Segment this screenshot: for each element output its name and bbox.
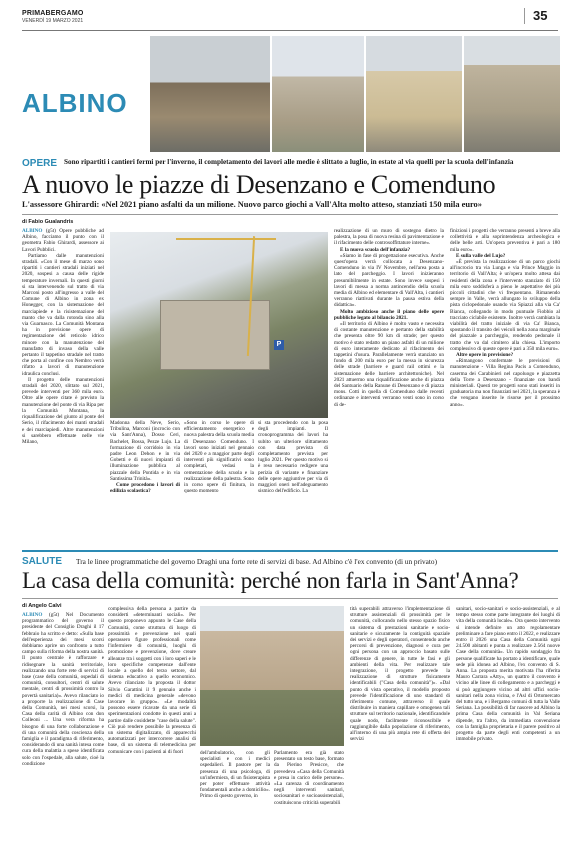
- photo-building: [160, 300, 270, 370]
- parking-sign: P: [274, 340, 284, 350]
- page-number: 35: [524, 8, 564, 24]
- article1-question: E la nuova scuola dell'infanzia?: [340, 246, 411, 253]
- article1-byline: di Fabio Gualandris: [22, 219, 74, 225]
- dateline-location: ALBINO: [22, 228, 43, 234]
- article2-paragraph: dell'ambulatorio, con gli specialisti e con i medici ospedalieri. Il pastore per la presenza di una psicologa, di un'infermiera, di un fisioterapista per poter effettuare attività fondamentali anche a domicilio». Primo di questo governo, in: [200, 750, 270, 800]
- photo-bell-tower: [464, 36, 560, 152]
- article2-byline: di Angelo Calvi: [22, 603, 62, 609]
- article1-question: Come procedono i lavori di edilizia scolastica?: [110, 482, 180, 495]
- article1-column-5: [334, 228, 444, 546]
- dateline-location: ALBINO: [22, 612, 43, 618]
- article1-column-2: [110, 420, 180, 546]
- article1-kicker: OPERE: [22, 158, 58, 169]
- article1-paragraph: Il progetto delle manutenzioni stradali del 2020, slittato sul 2021, prevede interventi per 360 mila euro. Oltre alle opere citate è previsto la manutenzione del ponte di via Ripa per la Comunità Montana, la riqualificazione del giunto al ponte del Serio, il rifacimento dei manti stradali e dei marciapiedi. Altre manutenzioni si sarebbero effettuate nelle vie Milano,: [22, 376, 104, 445]
- article1-paragraph: Partiamo dalle manutenzioni stradali. «Con il mese di marzo sono ripartiti i cantieri stradali iniziati nel 2020, sospesi a causa delle rigide temperature invernali. In questi giorni si sta intervenendo sul tratto di via Marconi posto all'ingresso a valle del Comune di Albino in zona ex Honegger, con la sistemazione del marciapiede e la risistemazione del manto che va dalla rotonda sino alla via Guarnasco. La Comunità Montana ha in previsione opere di regimentazione del reticolo idrico minore con la manutenzione del manufatto di invaso della valle pertanto il tappetino stradale nel tratto che porta al confine con Nembro verrà rifatto a lavori di manutenzione idraulica conclusi.: [22, 252, 104, 377]
- article1-question: E sulla valle del Lujo?: [456, 252, 506, 259]
- article1-paragraph: Madonna della Neve, Serio, Tribulina, Marconi (incrocio con via Sant'Anna), Dosso Ceri, Bachelet, Bossa, Pezze Lujo. La formazione di corridoio in via padre Leon Dehon e in via Gobetti e di nuovi impianti di illuminazione pubblica al piazzale della Pontida e in via Santissima Trinità».: [110, 420, 180, 482]
- article2-paragraph: complessiva della persona a partire da considerti «determinanti sociali». Per questo proponevo appunto le Case della Comunità, come struttura di luogo di prossimità e prevenzione nei quali operassero figure professionali come l'infermiere di comunità, luoghi di promozione e prevenzione, dove creare alleanze tra i soggetti con i loro saperi e le loro specifiche competenze dall'ente locale a quello del terzo settore, dal sistema educativo a quello economico. Avevo rilanciato la proposta il dottor Silvio Garattini il 9 gennaio anche i medici di medicina generale «devono lavorare in gruppo». «Le modalità possono essere ricavate da una serie di sperimentazioni condotte in questi anni a partire dalle cosiddette "case della salute". Ciò può rendere possibile la presenza di un sistema digitalizzato, di apparecchi automatizzati per intercorrere analisi di base, di un sistema di telemedicina per comunicare con i pazienti ai di fuori: [108, 606, 196, 755]
- article1-subhead: L'assessore Ghirardi: «Nel 2021 piano asfalti da un milione. Nuovo parco giochi a Vall'Alta molto atteso, stanziati 150 mila euro»: [22, 200, 482, 209]
- article1-paragraph: «È prevista la realizzazione di un parco giochi all'incrocio tra via Lunga e via Prince Maggio in territorio di Vall'Alta; è un'opera molto attesa dai residenti della zona e l'intervento stanziato di 150 mila euro soddisferà a pieno le aspettative dei più piccoli cittadini che vi frequentano. Rimanendo sempre in Valle, verrà allungato lo sviluppo della pista ciclopedonale usando via Spiazzi alla via Ca' Bianca, collegando in modo puntuale Fiobbio al tracciato ciclabile esistente. Inoltre verrà cambiata la viabilità del tratto iniziale di via Ca' Bianca, spostando il transito dei veicoli nella zona marginale del piazzale a parcheggio, rendendo pedonale il tratto che va dal cimitero alla chiesa. L'importo complessivo di queste opere è pari a 350 mila euro».: [450, 259, 560, 352]
- article2-column-4: [274, 750, 344, 836]
- article2-paragraph: sanitari, socio-sanitari e socio-assistenziali, e al tempo stesso come parte integrante dei luoghi di vita della comunità locale». Ora questo intervento si intende definire un atto regolamentare preliminare a fare piano entro il 2022, e realizzare entro il 2026 una Casa della Comunità ogni 24.500 abitanti e punta a realizzare 2.564 nuove Case della comunità». Un rapido sondaggio fra persone qualificate ha portato a identificare, quale sede più idonea ad Albino, l'ex convento di S. Anna. La proposta merita motivata l'ha riferita Mauro Carrara «Atty», un quattro il convento è vicino alle linee di collegamento e a parcheggi e si può aggiungere vicino ad altri uffici socio-sanitari nella zona vicina, e l'Asl di Ortomercato del tutto una, e i Bergamo comuni di tutta la Valle Seriana. La possibilità di far nascere ad Albino la prima Casa della comunità in Val Seriana dipende, tra l'altro, da immediata convenzione con la famiglia proprietaria e il parere positivo al progetto da parte degli enti competenti a un immobile privato.: [456, 606, 560, 743]
- article1-paragraph: realizzazione di un muro di sostegno dietro la palestra, la posa di nuova resina di pavimentazione e il rifacimento delle controsoffittature interne».: [334, 228, 444, 247]
- article1-paragraph: «Siamo in fase di progettazione esecutiva. Anche quest'opera verrà collocata a Desenzano-Comenduno in via IV Novembre, nell'area posta a lato del parcheggio. I lavori inizieranno presumibilmente in estate. Sono invece sospesi i lavori di messa a norma antincendio della scuola media di Albino ed elementare di Vall'Alta, i cantieri verranno riattivati durante la pausa estiva della didattica».: [334, 252, 444, 309]
- photo-crane-arm: [176, 238, 276, 240]
- article1-question: Molto ambizioso anche il piano delle opere pubbliche legato al bilancio 2021.: [334, 308, 444, 321]
- article1-headline: A nuovo le piazze di Desenzano e Comenduno: [22, 170, 496, 199]
- article2-column-5: [350, 606, 450, 836]
- article2-paragraph: Parlamento era già stato presentato un testo base, formato da Pierino Presicce, che prevedeva «Casa della Comunità e presa in carico delle persone». «La carenza di coordinamento negli interventi sanitari, sociosanitari e socioassistenziali, costituiscono criticità superabili: [274, 750, 344, 806]
- article2-paragraph: tità superabili attraverso l'implementazione di strutture assistenziali di prossimità per le comunità, collocando nello stesso spazio fisico un sistema di prestazioni sanitarie e socio-sanitarie e sicuramente la contiguità spaziale dei servizi e degli operatori, consentendo anche percorsi di prevenzione, diagnosi e cura per ogni persona con un approccio basato sulle differenze di genere, in tutte le fasi e gli ambienti della vita. Per realizzare tale integrazione, il progetto prevede la realizzazione di strutture fisicamente identificabili ("Casa della comunità")». «Dal punto di vista operativo, il modello proposto prevede l'identificazione di uno standard di riferimento comune, attraverso il quale distribuire in maniera capillare e omogenea tali strutture sul territorio nazionale, identificandole quale nodo, facilmente riconoscibile e raggiungibile dalla popolazione di riferimento, all'interno di una più ampia rete di offerta dei servizi: [350, 606, 450, 743]
- article2-paragraph: ALBINO (g5t) Nel Documento programmatico del governo il presidente del Consiglio Draghi il 17 febbraio ha scritto e detto: «Sulla base dell'esperienza dei mesi scorsi dobbiamo aprire un confronto a tutto campo sulla riforma della nostra sanità. Il punto centrale è rafforzare e ridisegnare la sanità territoriale, realizzando una forte rete di servizi di base (case della comunità, ospedali di comunità, consultori, centri di salute mentale, centri di prossimità contro la povertà sanitaria)». Avevo rilanciato io a proporre la realizzazione di Case della Comunità, nei mesi scorsi, la Casa della carità di Albino con don Colleoni ... Una vera riforma ha bisogno di una forte collaborazione e di una comunità della coscienza della famiglia e il paradigma di riferimento, considerando di una sanità intesa come cura della malattia a spese identificata solo con l'ospedale, alla salute, cioè la condizione: [22, 612, 104, 767]
- article1-column-1: [22, 228, 104, 546]
- article2-rule: [22, 598, 558, 599]
- article2-column-2: [108, 606, 196, 836]
- newspaper-name: PRIMABERGAMO: [22, 10, 84, 17]
- article1-paragraph: si sta procedendo con la posa degli impianti. Il cronoprogramma dei lavori ha subito un ulteriore slittamento con data prevista di completamento prevista per luglio 2021. Per questo motivo si è reso necessario redigere una perizia di variante e finanziare delle opere aggiuntive per via di maggiori oneri nell'adeguamento sismico dell'edificio. La: [258, 420, 328, 495]
- article2-kicker: SALUTE: [22, 556, 62, 567]
- section-divider: [22, 550, 558, 552]
- photo-piazza-1: [150, 36, 270, 152]
- article1-column-3: [184, 420, 254, 546]
- article1-paragraph: «Il territorio di Albino è molto vasto e necessita di costante manutenzione e pertanto della stabilità che presenta oltre 90 km di strade; per questo motivo è stato redatto un piano asfalti di un milione di euro interamente dedicato al rifacimento dei tappetini d'usura. Parallelamente verrà stanziato un fondo di 200 mila euro per la messa in sicurezza delle strade (barriere e guard rail ottimi e la sistemazione delle barriere architettoniche). Nel 2021 attuermo una riqualificazione anche di piazza del Santuario della Ranune di Desenzano e di piazza mons. Cotti in quella di Comenduno dalle recenti ordinanze e interventi verranno venti sono in corso di de-: [334, 321, 444, 408]
- article1-paragraph: «Rimangono confermate le previsioni di manutenzione - Villa Regina Pacis a Comenduno, caserma dei Carabinieri nel capoluogo e piazzetta della Torre a Desenzano - finanziate con bandi ministeriali. Questi tre progetti sono stati inseriti in graduatoria ma non finanziati nel 2021, la speranza è che vengano inserite le risorse per il prossimo anno».: [450, 358, 560, 408]
- article1-paragraph: finizioni i progetti che verranno presenti a breve alla collettività e alla soprintendenza archeologica e delle belle arti. Un'opera preventiva è pari a 180 mila euro».: [450, 228, 560, 253]
- article2-column-3: [200, 750, 270, 836]
- article1-column-4: [258, 420, 328, 546]
- article1-paragraph: «Sono in corso le opere di efficientamento energetico e nuova palestra della scuola media di Desenzano Comenduno. I lavori sono iniziati nel gennaio del 2020 e a maggior parte degli interventi più significativi sono completati, vedasi la cementazione della scuola e la realizzazione della palestra. Sono in corso opere di finitura, in questo momento: [184, 420, 254, 495]
- article1-paragraph: ALBINO (g5t) Opere pubbliche ad Albino, facciamo il punto con il geometra Fabio Ghirardi, assessore ai Lavori Pubblici.: [22, 228, 104, 253]
- issue-date: VENERDÌ 19 MARZO 2021: [22, 18, 84, 24]
- article2-headline: La casa della comunità: perché non farla in Sant'Anna?: [22, 568, 519, 593]
- article2-kicker-text: Tra le linee programmatiche del governo Draghi una forte rete di servizi di base. Ad Albino c'è l'ex convento (di un privato): [76, 557, 438, 566]
- photo-facade: [366, 36, 462, 152]
- header-rule: [22, 30, 558, 31]
- convent-photo: [200, 606, 344, 746]
- article1-column-6: [450, 228, 560, 546]
- photo-church: [272, 36, 364, 152]
- article1-kicker-text: Sono ripartiti i cantieri fermi per l'inverno, il completamento dei lavori alle medie è slittato a luglio, in estate al via quelli per la scuola dell'infanzia: [64, 158, 514, 166]
- article1-rule: [22, 214, 558, 215]
- article2-column-1: [22, 612, 104, 836]
- article1-question: Altre opere in previsione?: [456, 352, 514, 359]
- article2-column-6: [456, 606, 560, 836]
- section-title: ALBINO: [22, 88, 128, 118]
